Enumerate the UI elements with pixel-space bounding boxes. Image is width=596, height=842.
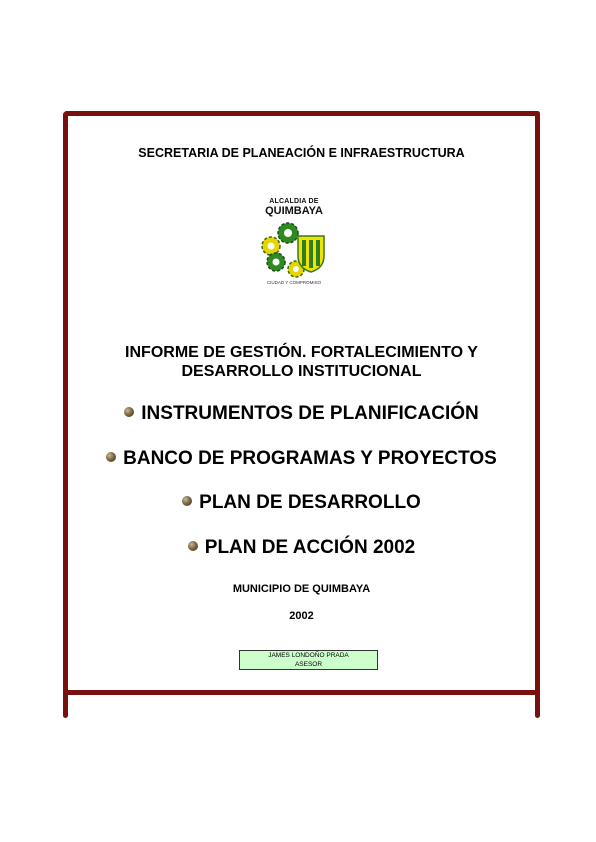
list-item-label: PLAN DE DESARROLLO xyxy=(199,492,421,513)
municipality-logo xyxy=(254,198,334,290)
report-title-line2: DESARROLLO INSTITUCIONAL xyxy=(181,363,422,380)
author-name: JAMES LONDOÑO PRADA xyxy=(268,652,349,659)
logo-tagline: CIUDAD Y COMPROMISO xyxy=(266,280,322,285)
list-item xyxy=(60,448,543,470)
shield-icon xyxy=(298,236,324,272)
list-item-label: BANCO DE PROGRAMAS Y PROYECTOS xyxy=(123,448,497,469)
frame-bottom-border xyxy=(68,690,535,695)
list-item-label: INSTRUMENTOS DE PLANIFICACIÓN xyxy=(141,403,479,424)
logo-line2: QUIMBAYA xyxy=(265,205,323,217)
year-label: 2002 xyxy=(289,610,314,622)
list-item-label: PLAN DE ACCIÓN 2002 xyxy=(204,537,416,558)
gear-yellow-left-icon xyxy=(262,237,280,255)
report-title-line1: INFORME DE GESTIÓN. FORTALECIMIENTO Y xyxy=(125,344,478,361)
bullet-icon xyxy=(188,541,198,551)
gear-green-top-icon xyxy=(278,223,298,243)
list-item xyxy=(68,403,535,425)
bullet-icon xyxy=(124,407,134,417)
list-item xyxy=(68,537,535,559)
logo-line1: ALCALDIA DE xyxy=(269,198,319,205)
gears-shield-icon xyxy=(258,220,332,280)
municipality-label: MUNICIPIO DE QUIMBAYA xyxy=(232,583,371,595)
report-title xyxy=(68,343,535,381)
gear-green-bottom-icon xyxy=(267,253,285,271)
list-item xyxy=(68,492,535,514)
bullet-icon xyxy=(182,496,192,506)
frame-right-border xyxy=(535,112,540,718)
bullet-icon xyxy=(106,452,116,462)
department-heading: SECRETARIA DE PLANEACIÓN E INFRAESTRUCTURA xyxy=(138,146,465,160)
author-role: ASESOR xyxy=(294,660,323,668)
author-box xyxy=(239,650,378,670)
frame-top-border xyxy=(64,111,540,116)
